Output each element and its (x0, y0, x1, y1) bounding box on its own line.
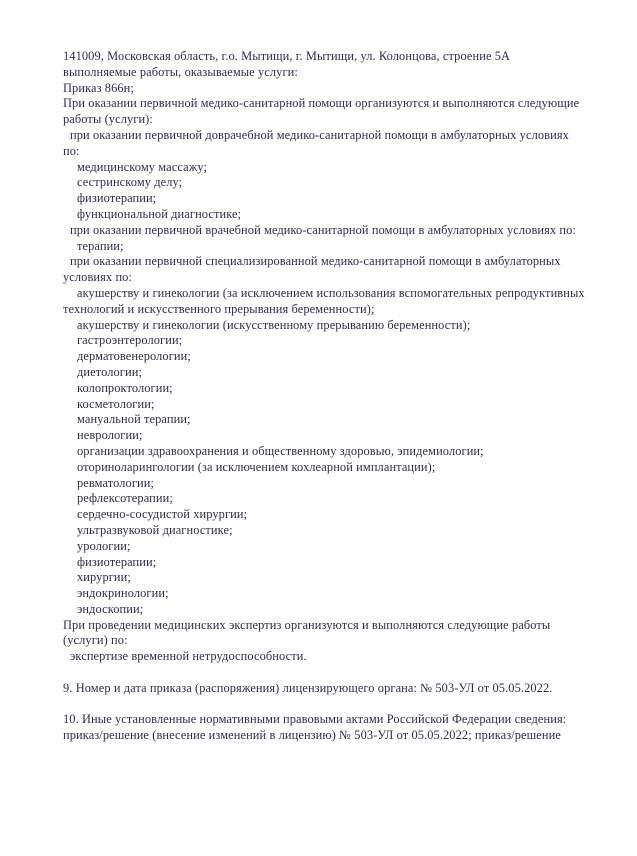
text-line: функциональной диагностике; (77, 206, 242, 221)
text-line: эндоскопии; (77, 601, 144, 616)
text-line: при оказании первичной специализированной медико-санитарной помощи в амбулаторных (70, 254, 561, 269)
text-line: по: (63, 143, 80, 158)
text-line: При проведении медицинских экспертиз организуются и выполняются следующие работы (63, 617, 551, 632)
text-line: (услуги) по: (63, 633, 128, 648)
text-line: ультразвуковой диагностике; (77, 522, 233, 537)
text-line: приказ/решение (внесение изменений в лицензию) № 503-УЛ от 05.05.2022; приказ/решение (63, 728, 561, 743)
text-line: ревматологии; (77, 475, 155, 490)
text-line: организации здравоохранения и общественному здоровью, эпидемиологии; (77, 443, 484, 458)
text-line: медицинскому массажу; (77, 159, 208, 174)
text-line: экспертизе временной нетрудоспособности. (70, 649, 307, 664)
text-line: хирургии; (77, 570, 131, 585)
text-line: мануальной терапии; (77, 412, 191, 427)
text-line: рефлексотерапии; (77, 491, 173, 506)
text-line: выполняемые работы, оказываемые услуги: (63, 64, 298, 79)
text-line (63, 665, 608, 681)
text-line: сестринскому делу; (77, 175, 183, 190)
text-line: технологий и искусственного прерывания беременности); (63, 301, 375, 316)
text-line: 141009, Московская область, г.о. Мытищи, г. Мытищи, ул. Колонцова, строение 5А (63, 49, 511, 63)
text-line: 9. Номер и дата приказа (распоряжения) лицензирующего органа: № 503-УЛ от 05.05.2022. (63, 680, 553, 695)
text-line: гастроэнтерологии; (77, 333, 183, 348)
text-line: оториноларингологии (за исключением кохлеарной имплантации); (77, 459, 436, 474)
text-line: эндокринологии; (77, 586, 169, 601)
text-line: диетологии; (77, 364, 142, 379)
text-line: косметологии; (77, 396, 155, 411)
document-text-block (63, 49, 608, 744)
text-line: При оказании первичной медико-санитарной помощи организуются и выполняются следующие (63, 96, 580, 111)
text-line: акушерству и гинекологии (за исключением использования вспомогательных репродуктивных (77, 285, 585, 300)
text-line: физиотерапии; (77, 554, 157, 569)
text-line: работы (услуги): (63, 112, 153, 127)
text-line: 10. Иные установленные нормативными правовыми актами Российской Федерации сведения: (63, 712, 567, 727)
text-line: сердечно-сосудистой хирургии; (77, 507, 248, 522)
text-line: колопроктологии; (77, 380, 173, 395)
text-line: условиях по: (63, 270, 133, 285)
text-line: при оказании первичной доврачебной медико-санитарной помощи в амбулаторных условиях (70, 127, 569, 142)
text-line: Приказ 866н; (63, 80, 134, 95)
text-line: неврологии; (77, 428, 143, 443)
text-line (63, 697, 608, 713)
text-line: при оказании первичной врачебной медико-санитарной помощи в амбулаторных условиях по: (70, 222, 576, 237)
text-line: физиотерапии; (77, 191, 157, 206)
text-line: урологии; (77, 538, 131, 553)
text-line: терапии; (77, 238, 124, 253)
text-line: дерматовенерологии; (77, 349, 191, 364)
text-line: акушерству и гинекологии (искусственному прерыванию беременности); (77, 317, 471, 332)
